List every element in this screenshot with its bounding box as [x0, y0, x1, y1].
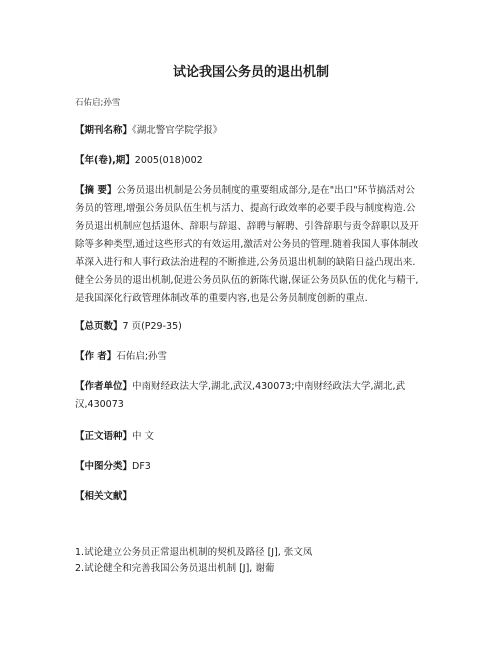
abstract-line: 是我国深化行政管理体制改革的重要内容,也是公务员制度创新的重点.: [75, 293, 368, 304]
affiliation-line: 中南财经政法大学,湖北,武汉,430073;中南财经政法大学,湖北,武: [132, 381, 406, 392]
journal-label: 【期刊名称】: [75, 125, 133, 136]
reference-item[interactable]: 1.试论建立公务员正常退出机制的契机及路径 [J], 张文凤: [75, 547, 313, 558]
year-volume-field: [75, 152, 431, 170]
reference-list: [75, 545, 312, 577]
classification-label: 【中图分类】: [75, 461, 133, 472]
language-value: 中 文: [132, 431, 155, 442]
abstract-line: 务员退出机制应包括退休、辞职与辞退、辞聘与解聘、引咎辞职与责令辞职以及开: [75, 221, 419, 232]
pages-field: [75, 318, 431, 336]
abstract-line: 革深入进行和人事行政法治进程的不断推进,公务员退出机制的缺陷日益凸现出来.: [75, 257, 416, 268]
abstract-line: 除等多种类型,通过这些形式的有效运用,激活对公务员的管理.随着我国人事体制改: [75, 239, 419, 250]
abstract-line: 【摘 要】公务员退出机制是公务员制度的重要组成部分,是在"出口"环节搞活对公: [75, 185, 415, 196]
classification-value: DF3: [132, 461, 151, 472]
authors-label: 【作 者】: [75, 351, 117, 362]
abstract-line: 务员的管理,增强公务员队伍生机与活力、提高行政效率的必要手段与制度构造.公: [75, 203, 416, 214]
classification-field: [75, 458, 431, 476]
reference-item[interactable]: 2.试论健全和完善我国公务员退出机制 [J], 谢葡: [75, 563, 275, 574]
authors-field: [75, 348, 431, 366]
pages-label: 【总页数】: [75, 321, 123, 332]
affiliation-label: 【作者单位】: [75, 381, 133, 392]
abstract-line: 健全公务员的退出机制,促进公务员队伍的新陈代谢,保证公务员队伍的优化与精干,: [75, 275, 419, 286]
abstract-field: [75, 182, 431, 308]
pages-value: 7 页(P29-35): [122, 321, 182, 332]
document-title: 试论我国公务员的退出机制: [172, 65, 329, 80]
author-line: 石佑启;孙雪: [75, 98, 121, 108]
authors-value: 石佑启;孙雪: [116, 351, 168, 362]
year-volume-label: 【年(卷),期】: [75, 155, 135, 166]
journal-field: [75, 122, 431, 140]
journal-value: 《湖北警官学院学报》: [132, 125, 223, 136]
year-volume-value: 2005(018)002: [134, 155, 203, 166]
language-label: 【正文语种】: [75, 431, 133, 442]
language-field: [75, 428, 431, 446]
affiliation-field: [75, 378, 431, 414]
abstract-label: 【摘 要】: [75, 185, 117, 196]
affiliation-line: 汉,430073: [75, 399, 124, 410]
related-field: [75, 488, 431, 506]
related-label: 【相关文献】: [75, 491, 133, 502]
